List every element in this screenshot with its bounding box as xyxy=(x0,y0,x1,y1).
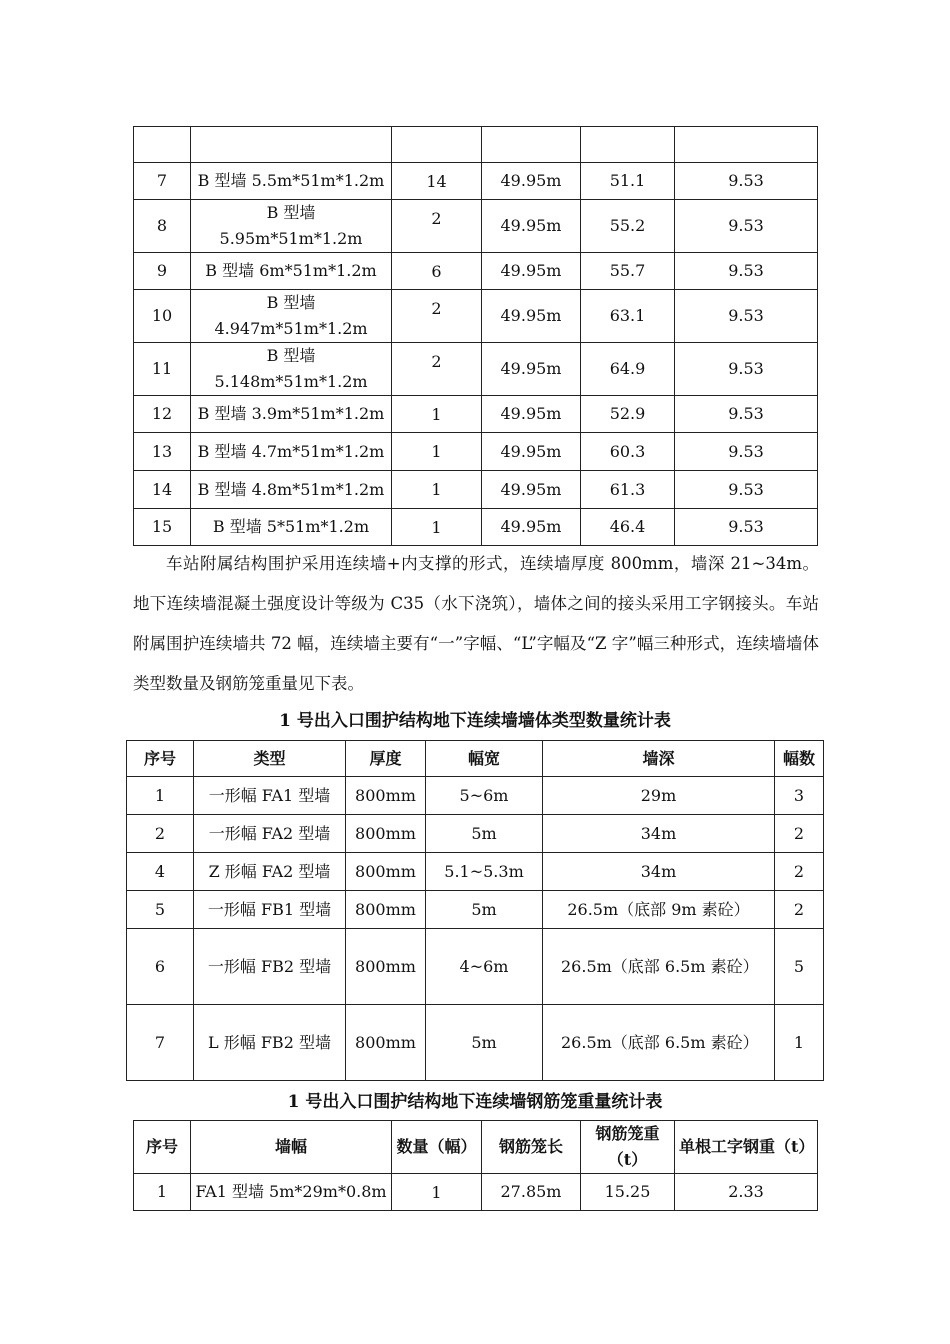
table-cell: 14 xyxy=(392,163,482,200)
table-cell: 13 xyxy=(134,433,191,471)
table-cell: 9.53 xyxy=(675,290,818,343)
table-cell: 1 xyxy=(392,509,482,546)
wall-type-table xyxy=(126,740,824,1081)
table-cell: 一形幅 FA1 型墙 xyxy=(194,777,346,815)
paragraph-text: 车站附属结构围护采用连续墙+内支撑的形式，连续墙厚度 800mm，墙深 21~34m。地下连续墙混凝土强度设计等级为 C35（水下浇筑），墙体之间的接头采用工字钢接头。车站附属围护连续墙共 72 幅，连续墙主要有“一”字幅、“L”字幅及“Z 字”幅三种形式，连续墙墙体类型数量及钢筋笼重量见下表。 xyxy=(133,554,819,693)
table-cell: 51.1 xyxy=(581,163,675,200)
table-cell: 1 xyxy=(127,777,194,815)
table-row xyxy=(134,509,818,546)
table-cell: 2 xyxy=(127,815,194,853)
table-cell: B 型墙 5.95m*51m*1.2m xyxy=(191,200,392,253)
table-cell: 墙深 xyxy=(543,741,775,777)
table-cell xyxy=(675,127,818,163)
table-cell: B 型墙 4.7m*51m*1.2m xyxy=(191,433,392,471)
table-cell: 7 xyxy=(127,1005,194,1081)
table-row xyxy=(134,200,818,253)
table-cell: 49.95m xyxy=(482,509,581,546)
table-cell: 1 xyxy=(134,1174,191,1211)
table-row xyxy=(134,163,818,200)
table-cell: 26.5m（底部 9m 素砼） xyxy=(543,891,775,929)
table-cell: 9.53 xyxy=(675,509,818,546)
table-cell: 55.2 xyxy=(581,200,675,253)
table-cell: 34m xyxy=(543,853,775,891)
table-cell: 1 xyxy=(775,1005,824,1081)
table-cell: 800mm xyxy=(346,929,426,1005)
table-cell: 序号 xyxy=(127,741,194,777)
table-cell: 2 xyxy=(392,290,482,343)
table-cell: 9.53 xyxy=(675,396,818,433)
table-row xyxy=(127,777,824,815)
table-cell: 5m xyxy=(426,1005,543,1081)
table-cell: 800mm xyxy=(346,891,426,929)
table-cell: 55.7 xyxy=(581,253,675,290)
table-cell: 2.33 xyxy=(675,1174,818,1211)
table-cell: 6 xyxy=(127,929,194,1005)
table-cell: 1 xyxy=(392,1174,482,1211)
table-cell: 27.85m xyxy=(482,1174,581,1211)
table-row xyxy=(134,127,818,163)
table-row xyxy=(127,853,824,891)
table-cell xyxy=(482,127,581,163)
table-cell: 1 xyxy=(392,396,482,433)
table-cell: 一形幅 FB1 型墙 xyxy=(194,891,346,929)
table-cell: 数量（幅） xyxy=(392,1121,482,1174)
table-cell: 15 xyxy=(134,509,191,546)
table-cell: B 型墙 3.9m*51m*1.2m xyxy=(191,396,392,433)
table3-caption: 1 号出入口围护结构地下连续墙钢筋笼重量统计表 xyxy=(287,1092,663,1112)
table-cell: 5m xyxy=(426,891,543,929)
table-cell: 29m xyxy=(543,777,775,815)
table-cell: 46.4 xyxy=(581,509,675,546)
table-cell: 6 xyxy=(392,253,482,290)
table-cell: B 型墙 4.947m*51m*1.2m xyxy=(191,290,392,343)
table-cell xyxy=(191,127,392,163)
table-row xyxy=(134,396,818,433)
table-cell: 7 xyxy=(134,163,191,200)
table-cell: 4~6m xyxy=(426,929,543,1005)
table-cell: 63.1 xyxy=(581,290,675,343)
table-cell: 49.95m xyxy=(482,200,581,253)
table-cell: 800mm xyxy=(346,815,426,853)
table2-caption: 1 号出入口围护结构地下连续墙墙体类型数量统计表 xyxy=(279,711,671,731)
table-cell: 60.3 xyxy=(581,433,675,471)
table-cell: 3 xyxy=(775,777,824,815)
table-row xyxy=(134,253,818,290)
table-cell: 11 xyxy=(134,343,191,396)
table-cell: 序号 xyxy=(134,1121,191,1174)
table-cell xyxy=(392,127,482,163)
table-cell: 9.53 xyxy=(675,163,818,200)
table-cell: 1 xyxy=(392,471,482,509)
table-row xyxy=(134,290,818,343)
table-cell: 一形幅 FB2 型墙 xyxy=(194,929,346,1005)
table-cell: 一形幅 FA2 型墙 xyxy=(194,815,346,853)
table-cell: 4 xyxy=(127,853,194,891)
table-cell: 5m xyxy=(426,815,543,853)
table-cell: 49.95m xyxy=(482,253,581,290)
table-cell: 钢筋笼长 xyxy=(482,1121,581,1174)
table-cell: 幅宽 xyxy=(426,741,543,777)
table-cell: Z 形幅 FA2 型墙 xyxy=(194,853,346,891)
table-cell: 15.25 xyxy=(581,1174,675,1211)
table-cell: 类型 xyxy=(194,741,346,777)
table-row xyxy=(134,433,818,471)
table-cell: B 型墙 5.5m*51m*1.2m xyxy=(191,163,392,200)
table-cell: 墙幅 xyxy=(191,1121,392,1174)
table-cell: 12 xyxy=(134,396,191,433)
table-cell: 14 xyxy=(134,471,191,509)
table-row xyxy=(134,1174,818,1211)
table-cell: 2 xyxy=(775,891,824,929)
table-cell: 49.95m xyxy=(482,433,581,471)
table-cell: L 形幅 FB2 型墙 xyxy=(194,1005,346,1081)
cage-weight-table xyxy=(133,1120,818,1211)
table-cell: 厚度 xyxy=(346,741,426,777)
table-cell: 800mm xyxy=(346,1005,426,1081)
table-cell: 52.9 xyxy=(581,396,675,433)
table-cell: 26.5m（底部 6.5m 素砼） xyxy=(543,1005,775,1081)
table-cell: 5.1~5.3m xyxy=(426,853,543,891)
table-cell: 钢筋笼重（t） xyxy=(581,1121,675,1174)
table-cell: 9.53 xyxy=(675,433,818,471)
table-row xyxy=(134,343,818,396)
table-cell: 5 xyxy=(127,891,194,929)
table-cell: 5 xyxy=(775,929,824,1005)
table-cell: B 型墙 6m*51m*1.2m xyxy=(191,253,392,290)
table-cell: B 型墙 5.148m*51m*1.2m xyxy=(191,343,392,396)
table-header-row xyxy=(127,741,824,777)
table-cell xyxy=(134,127,191,163)
table-cell: 2 xyxy=(392,343,482,396)
table-cell: 2 xyxy=(392,200,482,253)
table-row xyxy=(127,929,824,1005)
table-cell: 61.3 xyxy=(581,471,675,509)
table-cell: 64.9 xyxy=(581,343,675,396)
table-cell: 9.53 xyxy=(675,343,818,396)
table-cell: 10 xyxy=(134,290,191,343)
table-cell: 26.5m（底部 6.5m 素砼） xyxy=(543,929,775,1005)
table-row xyxy=(127,1005,824,1081)
table-cell: B 型墙 4.8m*51m*1.2m xyxy=(191,471,392,509)
table-cell: 9 xyxy=(134,253,191,290)
table-cell: 49.95m xyxy=(482,396,581,433)
table-row xyxy=(134,471,818,509)
table-cell: B 型墙 5*51m*1.2m xyxy=(191,509,392,546)
table-cell: 1 xyxy=(392,433,482,471)
table-cell: 34m xyxy=(543,815,775,853)
description-paragraph xyxy=(133,544,819,704)
table-cell: 800mm xyxy=(346,853,426,891)
table-cell: 2 xyxy=(775,815,824,853)
table-cell: 49.95m xyxy=(482,471,581,509)
table-cell: 单根工字钢重（t） xyxy=(675,1121,818,1174)
table-cell: 49.95m xyxy=(482,290,581,343)
table-cell: 幅数 xyxy=(775,741,824,777)
table-cell: 9.53 xyxy=(675,253,818,290)
table-cell: 5~6m xyxy=(426,777,543,815)
table-row xyxy=(127,891,824,929)
table-cell xyxy=(581,127,675,163)
table-cell: FA1 型墙 5m*29m*0.8m xyxy=(191,1174,392,1211)
table-cell: 2 xyxy=(775,853,824,891)
table-cell: 8 xyxy=(134,200,191,253)
table-cell: 800mm xyxy=(346,777,426,815)
table-cell: 9.53 xyxy=(675,471,818,509)
wall-cage-table-continued xyxy=(133,126,818,546)
table-cell: 49.95m xyxy=(482,343,581,396)
table-cell: 9.53 xyxy=(675,200,818,253)
table-header-row xyxy=(134,1121,818,1174)
table-cell: 49.95m xyxy=(482,163,581,200)
table-row xyxy=(127,815,824,853)
